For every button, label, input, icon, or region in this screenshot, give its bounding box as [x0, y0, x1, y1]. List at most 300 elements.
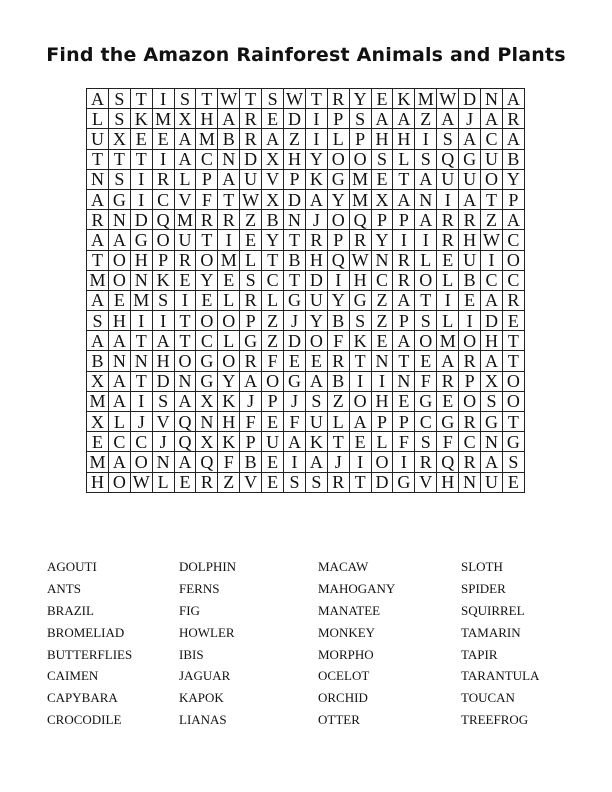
- grid-cell[interactable]: E: [262, 109, 284, 129]
- grid-cell[interactable]: U: [459, 250, 481, 270]
- grid-cell[interactable]: B: [87, 351, 109, 371]
- grid-cell[interactable]: E: [502, 472, 524, 492]
- grid-cell[interactable]: E: [371, 169, 393, 189]
- grid-cell[interactable]: S: [262, 89, 284, 109]
- grid-cell[interactable]: A: [284, 432, 306, 452]
- grid-cell[interactable]: Y: [502, 169, 524, 189]
- grid-cell[interactable]: H: [87, 472, 109, 492]
- grid-cell[interactable]: A: [393, 189, 415, 209]
- grid-cell[interactable]: E: [152, 129, 174, 149]
- grid-cell[interactable]: W: [284, 89, 306, 109]
- grid-cell[interactable]: I: [415, 129, 437, 149]
- grid-cell[interactable]: E: [393, 391, 415, 411]
- grid-cell[interactable]: Q: [196, 452, 218, 472]
- grid-cell[interactable]: R: [327, 89, 349, 109]
- grid-cell[interactable]: J: [152, 432, 174, 452]
- grid-cell[interactable]: D: [305, 270, 327, 290]
- grid-cell[interactable]: H: [371, 129, 393, 149]
- grid-cell[interactable]: G: [502, 432, 524, 452]
- grid-cell[interactable]: E: [262, 412, 284, 432]
- grid-cell[interactable]: A: [174, 129, 196, 149]
- grid-cell[interactable]: S: [502, 452, 524, 472]
- grid-cell[interactable]: S: [415, 311, 437, 331]
- grid-cell[interactable]: U: [240, 169, 262, 189]
- grid-cell[interactable]: L: [174, 169, 196, 189]
- grid-cell[interactable]: F: [196, 189, 218, 209]
- grid-cell[interactable]: A: [87, 230, 109, 250]
- grid-cell[interactable]: M: [87, 452, 109, 472]
- grid-cell[interactable]: B: [459, 270, 481, 290]
- grid-cell[interactable]: J: [284, 311, 306, 331]
- grid-cell[interactable]: A: [108, 391, 130, 411]
- grid-cell[interactable]: I: [349, 452, 371, 472]
- grid-cell[interactable]: C: [502, 270, 524, 290]
- grid-cell[interactable]: O: [459, 391, 481, 411]
- grid-cell[interactable]: W: [349, 250, 371, 270]
- grid-cell[interactable]: S: [284, 472, 306, 492]
- grid-cell[interactable]: O: [502, 250, 524, 270]
- grid-cell[interactable]: I: [130, 169, 152, 189]
- grid-cell[interactable]: X: [87, 371, 109, 391]
- grid-cell[interactable]: R: [459, 210, 481, 230]
- grid-cell[interactable]: O: [262, 371, 284, 391]
- grid-cell[interactable]: E: [415, 351, 437, 371]
- grid-cell[interactable]: T: [284, 270, 306, 290]
- grid-cell[interactable]: P: [393, 311, 415, 331]
- grid-cell[interactable]: Q: [327, 250, 349, 270]
- grid-cell[interactable]: I: [130, 391, 152, 411]
- grid-cell[interactable]: O: [196, 311, 218, 331]
- grid-cell[interactable]: Z: [240, 210, 262, 230]
- grid-cell[interactable]: D: [459, 89, 481, 109]
- grid-cell[interactable]: I: [349, 371, 371, 391]
- grid-cell[interactable]: L: [437, 270, 459, 290]
- grid-cell[interactable]: A: [108, 371, 130, 391]
- grid-cell[interactable]: A: [502, 89, 524, 109]
- grid-cell[interactable]: T: [305, 89, 327, 109]
- grid-cell[interactable]: S: [415, 149, 437, 169]
- grid-cell[interactable]: L: [327, 129, 349, 149]
- grid-cell[interactable]: E: [284, 351, 306, 371]
- grid-cell[interactable]: U: [87, 129, 109, 149]
- grid-cell[interactable]: O: [349, 391, 371, 411]
- grid-cell[interactable]: X: [262, 149, 284, 169]
- grid-cell[interactable]: I: [152, 89, 174, 109]
- grid-cell[interactable]: G: [393, 472, 415, 492]
- grid-cell[interactable]: A: [502, 210, 524, 230]
- grid-cell[interactable]: N: [87, 169, 109, 189]
- grid-cell[interactable]: F: [327, 331, 349, 351]
- grid-cell[interactable]: K: [393, 89, 415, 109]
- grid-cell[interactable]: I: [415, 230, 437, 250]
- grid-cell[interactable]: D: [130, 210, 152, 230]
- grid-cell[interactable]: R: [502, 109, 524, 129]
- grid-cell[interactable]: U: [459, 169, 481, 189]
- grid-cell[interactable]: N: [108, 210, 130, 230]
- grid-cell[interactable]: A: [371, 109, 393, 129]
- grid-cell[interactable]: H: [371, 391, 393, 411]
- grid-cell[interactable]: E: [371, 89, 393, 109]
- grid-cell[interactable]: P: [393, 210, 415, 230]
- grid-cell[interactable]: O: [481, 169, 503, 189]
- grid-cell[interactable]: R: [240, 129, 262, 149]
- grid-cell[interactable]: P: [459, 371, 481, 391]
- grid-cell[interactable]: A: [459, 129, 481, 149]
- grid-cell[interactable]: P: [327, 230, 349, 250]
- grid-cell[interactable]: N: [130, 351, 152, 371]
- grid-cell[interactable]: L: [415, 250, 437, 270]
- grid-cell[interactable]: N: [415, 189, 437, 209]
- grid-cell[interactable]: R: [240, 351, 262, 371]
- grid-cell[interactable]: H: [130, 250, 152, 270]
- grid-cell[interactable]: B: [218, 129, 240, 149]
- grid-cell[interactable]: M: [87, 270, 109, 290]
- grid-cell[interactable]: H: [218, 412, 240, 432]
- grid-cell[interactable]: Y: [196, 270, 218, 290]
- grid-cell[interactable]: C: [196, 331, 218, 351]
- grid-cell[interactable]: P: [240, 311, 262, 331]
- grid-cell[interactable]: J: [459, 109, 481, 129]
- grid-cell[interactable]: F: [240, 412, 262, 432]
- grid-cell[interactable]: Y: [218, 371, 240, 391]
- grid-cell[interactable]: J: [327, 452, 349, 472]
- grid-cell[interactable]: K: [305, 169, 327, 189]
- grid-cell[interactable]: T: [196, 230, 218, 250]
- grid-cell[interactable]: K: [130, 109, 152, 129]
- grid-cell[interactable]: R: [349, 230, 371, 250]
- grid-cell[interactable]: T: [174, 331, 196, 351]
- grid-cell[interactable]: V: [174, 189, 196, 209]
- grid-cell[interactable]: G: [130, 230, 152, 250]
- grid-cell[interactable]: O: [218, 351, 240, 371]
- grid-cell[interactable]: S: [108, 109, 130, 129]
- grid-cell[interactable]: O: [108, 270, 130, 290]
- grid-cell[interactable]: E: [174, 270, 196, 290]
- grid-cell[interactable]: U: [481, 472, 503, 492]
- grid-cell[interactable]: T: [87, 149, 109, 169]
- grid-cell[interactable]: Z: [262, 311, 284, 331]
- grid-cell[interactable]: B: [284, 250, 306, 270]
- grid-cell[interactable]: G: [240, 331, 262, 351]
- grid-cell[interactable]: L: [393, 149, 415, 169]
- grid-cell[interactable]: A: [393, 331, 415, 351]
- grid-cell[interactable]: Q: [174, 432, 196, 452]
- grid-cell[interactable]: O: [108, 250, 130, 270]
- grid-cell[interactable]: B: [262, 210, 284, 230]
- grid-cell[interactable]: O: [130, 452, 152, 472]
- grid-cell[interactable]: O: [502, 371, 524, 391]
- grid-cell[interactable]: A: [481, 290, 503, 310]
- grid-cell[interactable]: R: [415, 452, 437, 472]
- grid-cell[interactable]: S: [152, 391, 174, 411]
- grid-cell[interactable]: I: [305, 129, 327, 149]
- grid-cell[interactable]: N: [196, 412, 218, 432]
- grid-cell[interactable]: W: [481, 230, 503, 250]
- grid-cell[interactable]: I: [174, 290, 196, 310]
- grid-cell[interactable]: M: [349, 189, 371, 209]
- grid-cell[interactable]: B: [240, 452, 262, 472]
- grid-cell[interactable]: A: [240, 371, 262, 391]
- grid-cell[interactable]: T: [284, 230, 306, 250]
- grid-cell[interactable]: T: [130, 89, 152, 109]
- grid-cell[interactable]: D: [284, 109, 306, 129]
- grid-cell[interactable]: A: [437, 351, 459, 371]
- grid-cell[interactable]: N: [218, 149, 240, 169]
- grid-cell[interactable]: V: [415, 472, 437, 492]
- grid-cell[interactable]: X: [371, 189, 393, 209]
- grid-cell[interactable]: J: [305, 210, 327, 230]
- grid-cell[interactable]: E: [371, 331, 393, 351]
- grid-cell[interactable]: P: [196, 169, 218, 189]
- grid-cell[interactable]: A: [481, 351, 503, 371]
- grid-cell[interactable]: G: [481, 412, 503, 432]
- grid-cell[interactable]: N: [459, 472, 481, 492]
- grid-cell[interactable]: N: [152, 452, 174, 472]
- grid-cell[interactable]: D: [371, 472, 393, 492]
- grid-cell[interactable]: I: [437, 290, 459, 310]
- grid-cell[interactable]: C: [481, 129, 503, 149]
- grid-cell[interactable]: A: [218, 169, 240, 189]
- grid-cell[interactable]: A: [349, 412, 371, 432]
- grid-cell[interactable]: Y: [262, 230, 284, 250]
- grid-cell[interactable]: R: [218, 210, 240, 230]
- grid-cell[interactable]: J: [130, 412, 152, 432]
- grid-cell[interactable]: M: [196, 129, 218, 149]
- grid-cell[interactable]: D: [240, 149, 262, 169]
- grid-cell[interactable]: Q: [437, 452, 459, 472]
- grid-cell[interactable]: P: [152, 250, 174, 270]
- grid-cell[interactable]: A: [87, 290, 109, 310]
- grid-cell[interactable]: Z: [218, 472, 240, 492]
- grid-cell[interactable]: A: [87, 189, 109, 209]
- grid-cell[interactable]: T: [87, 250, 109, 270]
- grid-cell[interactable]: E: [262, 452, 284, 472]
- grid-cell[interactable]: A: [218, 109, 240, 129]
- grid-cell[interactable]: O: [152, 230, 174, 250]
- grid-cell[interactable]: T: [481, 189, 503, 209]
- grid-cell[interactable]: P: [240, 432, 262, 452]
- grid-cell[interactable]: R: [459, 351, 481, 371]
- grid-cell[interactable]: G: [327, 169, 349, 189]
- grid-cell[interactable]: Z: [327, 391, 349, 411]
- grid-cell[interactable]: E: [437, 250, 459, 270]
- grid-cell[interactable]: A: [108, 230, 130, 250]
- grid-cell[interactable]: M: [437, 331, 459, 351]
- grid-cell[interactable]: A: [262, 129, 284, 149]
- grid-cell[interactable]: I: [393, 230, 415, 250]
- grid-cell[interactable]: E: [240, 230, 262, 250]
- grid-cell[interactable]: T: [327, 432, 349, 452]
- grid-cell[interactable]: C: [196, 149, 218, 169]
- grid-cell[interactable]: L: [437, 311, 459, 331]
- grid-cell[interactable]: M: [87, 391, 109, 411]
- grid-cell[interactable]: U: [481, 149, 503, 169]
- grid-cell[interactable]: I: [152, 149, 174, 169]
- grid-cell[interactable]: R: [459, 452, 481, 472]
- grid-cell[interactable]: W: [437, 89, 459, 109]
- grid-cell[interactable]: I: [130, 311, 152, 331]
- grid-cell[interactable]: K: [349, 331, 371, 351]
- grid-cell[interactable]: N: [108, 351, 130, 371]
- grid-cell[interactable]: E: [130, 129, 152, 149]
- grid-cell[interactable]: A: [415, 169, 437, 189]
- grid-cell[interactable]: F: [218, 452, 240, 472]
- grid-cell[interactable]: K: [305, 432, 327, 452]
- grid-cell[interactable]: F: [284, 412, 306, 432]
- grid-cell[interactable]: T: [130, 331, 152, 351]
- grid-cell[interactable]: R: [393, 270, 415, 290]
- grid-cell[interactable]: N: [130, 270, 152, 290]
- grid-cell[interactable]: P: [262, 391, 284, 411]
- grid-cell[interactable]: U: [437, 169, 459, 189]
- grid-cell[interactable]: T: [218, 189, 240, 209]
- grid-cell[interactable]: I: [218, 230, 240, 250]
- grid-cell[interactable]: E: [305, 351, 327, 371]
- grid-cell[interactable]: Q: [349, 210, 371, 230]
- grid-cell[interactable]: N: [371, 250, 393, 270]
- grid-cell[interactable]: S: [305, 472, 327, 492]
- grid-cell[interactable]: X: [481, 371, 503, 391]
- grid-cell[interactable]: R: [393, 250, 415, 270]
- grid-cell[interactable]: O: [415, 270, 437, 290]
- grid-cell[interactable]: H: [284, 149, 306, 169]
- grid-cell[interactable]: P: [349, 129, 371, 149]
- grid-cell[interactable]: A: [459, 189, 481, 209]
- grid-cell[interactable]: S: [174, 89, 196, 109]
- grid-cell[interactable]: I: [437, 189, 459, 209]
- grid-cell[interactable]: Z: [371, 290, 393, 310]
- grid-cell[interactable]: T: [196, 89, 218, 109]
- grid-cell[interactable]: R: [196, 472, 218, 492]
- grid-cell[interactable]: A: [87, 331, 109, 351]
- grid-cell[interactable]: F: [262, 351, 284, 371]
- grid-cell[interactable]: N: [284, 210, 306, 230]
- grid-cell[interactable]: F: [393, 432, 415, 452]
- grid-cell[interactable]: U: [262, 432, 284, 452]
- grid-cell[interactable]: G: [437, 412, 459, 432]
- grid-cell[interactable]: S: [87, 311, 109, 331]
- grid-cell[interactable]: R: [437, 371, 459, 391]
- grid-cell[interactable]: Y: [371, 230, 393, 250]
- grid-cell[interactable]: L: [262, 290, 284, 310]
- grid-cell[interactable]: B: [502, 149, 524, 169]
- grid-cell[interactable]: I: [393, 452, 415, 472]
- grid-cell[interactable]: A: [152, 331, 174, 351]
- grid-cell[interactable]: A: [502, 129, 524, 149]
- grid-cell[interactable]: G: [284, 290, 306, 310]
- grid-cell[interactable]: M: [130, 290, 152, 310]
- grid-cell[interactable]: S: [349, 311, 371, 331]
- grid-cell[interactable]: P: [502, 189, 524, 209]
- grid-cell[interactable]: R: [196, 210, 218, 230]
- grid-cell[interactable]: D: [284, 189, 306, 209]
- grid-cell[interactable]: R: [327, 472, 349, 492]
- grid-cell[interactable]: P: [327, 109, 349, 129]
- grid-cell[interactable]: O: [218, 311, 240, 331]
- grid-cell[interactable]: Z: [481, 210, 503, 230]
- grid-cell[interactable]: T: [393, 351, 415, 371]
- grid-cell[interactable]: B: [327, 311, 349, 331]
- grid-cell[interactable]: G: [196, 371, 218, 391]
- grid-cell[interactable]: E: [218, 270, 240, 290]
- grid-cell[interactable]: T: [502, 331, 524, 351]
- grid-cell[interactable]: E: [196, 290, 218, 310]
- grid-cell[interactable]: G: [196, 351, 218, 371]
- grid-cell[interactable]: R: [437, 230, 459, 250]
- grid-cell[interactable]: G: [284, 371, 306, 391]
- grid-cell[interactable]: O: [371, 452, 393, 472]
- grid-cell[interactable]: X: [196, 391, 218, 411]
- grid-cell[interactable]: P: [371, 210, 393, 230]
- grid-cell[interactable]: N: [481, 89, 503, 109]
- grid-cell[interactable]: C: [415, 412, 437, 432]
- grid-cell[interactable]: Z: [371, 311, 393, 331]
- grid-cell[interactable]: L: [371, 432, 393, 452]
- grid-cell[interactable]: D: [152, 371, 174, 391]
- grid-cell[interactable]: D: [284, 331, 306, 351]
- grid-cell[interactable]: J: [284, 391, 306, 411]
- grid-cell[interactable]: U: [305, 290, 327, 310]
- grid-cell[interactable]: I: [152, 311, 174, 331]
- grid-cell[interactable]: H: [152, 351, 174, 371]
- grid-cell[interactable]: S: [371, 149, 393, 169]
- grid-cell[interactable]: A: [481, 109, 503, 129]
- grid-cell[interactable]: H: [196, 109, 218, 129]
- grid-cell[interactable]: A: [437, 109, 459, 129]
- grid-cell[interactable]: W: [240, 189, 262, 209]
- grid-cell[interactable]: R: [240, 109, 262, 129]
- grid-cell[interactable]: T: [349, 351, 371, 371]
- grid-cell[interactable]: E: [459, 290, 481, 310]
- grid-cell[interactable]: O: [196, 250, 218, 270]
- grid-cell[interactable]: A: [108, 331, 130, 351]
- grid-cell[interactable]: Y: [305, 311, 327, 331]
- grid-cell[interactable]: X: [174, 109, 196, 129]
- grid-cell[interactable]: A: [305, 452, 327, 472]
- grid-cell[interactable]: M: [415, 89, 437, 109]
- grid-cell[interactable]: N: [174, 371, 196, 391]
- grid-cell[interactable]: Q: [437, 149, 459, 169]
- grid-cell[interactable]: O: [305, 331, 327, 351]
- grid-cell[interactable]: M: [218, 250, 240, 270]
- grid-cell[interactable]: V: [262, 169, 284, 189]
- grid-cell[interactable]: F: [437, 432, 459, 452]
- grid-cell[interactable]: L: [87, 109, 109, 129]
- grid-cell[interactable]: T: [502, 412, 524, 432]
- grid-cell[interactable]: H: [349, 270, 371, 290]
- grid-cell[interactable]: Q: [174, 412, 196, 432]
- grid-cell[interactable]: A: [174, 391, 196, 411]
- grid-cell[interactable]: G: [459, 149, 481, 169]
- grid-cell[interactable]: A: [415, 210, 437, 230]
- grid-cell[interactable]: C: [371, 270, 393, 290]
- grid-cell[interactable]: Q: [152, 210, 174, 230]
- grid-cell[interactable]: I: [284, 452, 306, 472]
- grid-cell[interactable]: T: [240, 89, 262, 109]
- grid-cell[interactable]: C: [108, 432, 130, 452]
- grid-cell[interactable]: H: [437, 472, 459, 492]
- grid-cell[interactable]: G: [108, 189, 130, 209]
- grid-cell[interactable]: C: [262, 270, 284, 290]
- grid-cell[interactable]: N: [393, 371, 415, 391]
- grid-cell[interactable]: A: [108, 452, 130, 472]
- grid-cell[interactable]: H: [108, 311, 130, 331]
- grid-cell[interactable]: Z: [284, 129, 306, 149]
- grid-cell[interactable]: A: [393, 109, 415, 129]
- grid-cell[interactable]: M: [152, 109, 174, 129]
- grid-cell[interactable]: S: [108, 169, 130, 189]
- grid-cell[interactable]: F: [415, 371, 437, 391]
